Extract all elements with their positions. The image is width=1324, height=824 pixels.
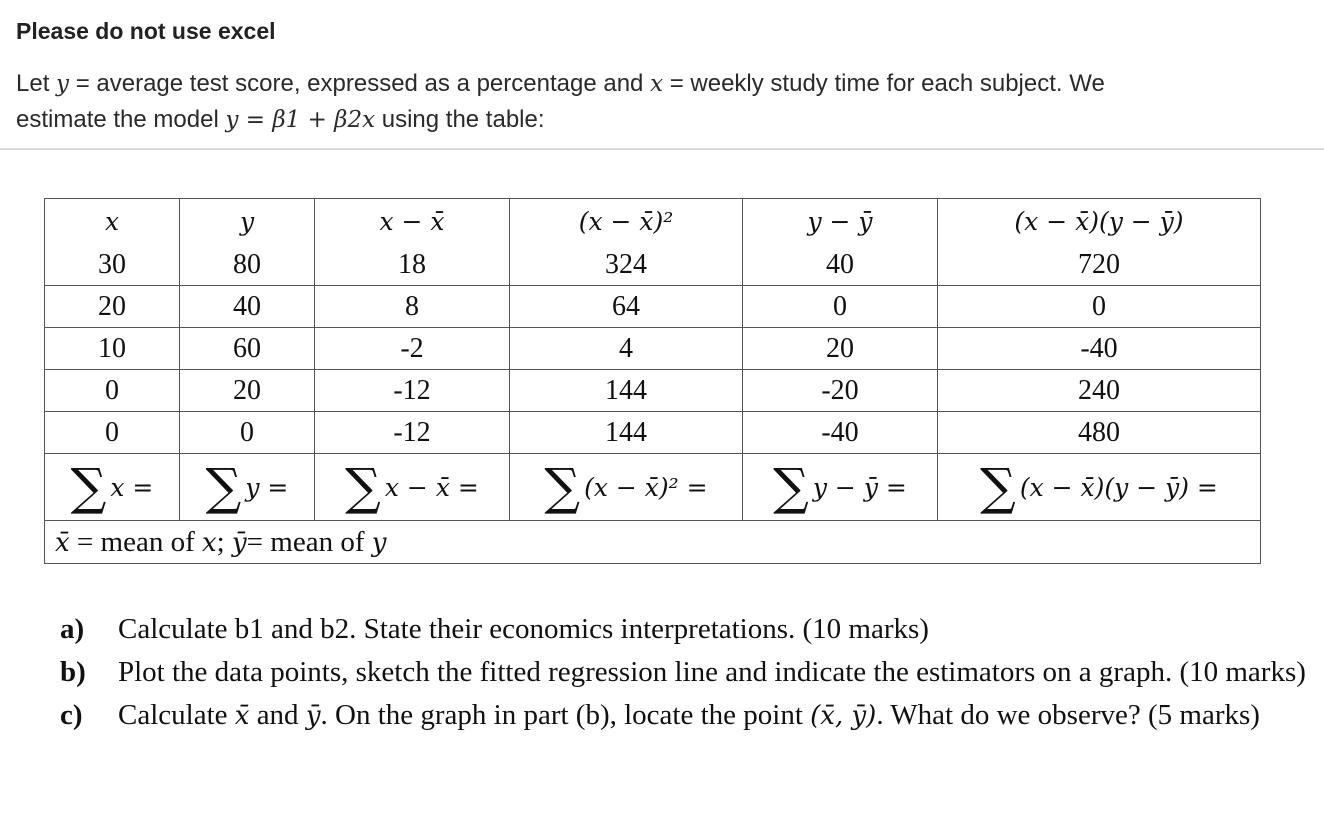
question-list [60, 608, 1310, 738]
table-cell: 10 [45, 328, 180, 370]
sigma-symbol: ∑ [205, 458, 242, 516]
data-table [44, 198, 1261, 564]
sigma-symbol: ∑ [544, 458, 581, 516]
table-row [45, 328, 1261, 370]
table-cell: 720 [938, 244, 1261, 286]
table-cell: 324 [510, 244, 743, 286]
header-cell: x − x̄ [315, 199, 510, 245]
header-cell: (x − x̄)² [510, 199, 743, 245]
question-text: Plot the data points, sketch the fitted regression line and indicate the estimators on a graph. (10 marks) [118, 656, 1306, 688]
question-text: Calculate b1 and b2. State their economics interpretations. (10 marks) [118, 613, 929, 645]
table-cell: 64 [510, 286, 743, 328]
page-heading: Please do not use excel [16, 18, 276, 44]
sigma-symbol: ∑ [773, 458, 809, 516]
table-header-row [45, 199, 1261, 245]
table-cell: 30 [45, 244, 180, 286]
header-cell: y − ȳ [743, 199, 938, 245]
question-label: a) [60, 613, 85, 645]
table-cell: -2 [315, 328, 510, 370]
table-cell: -12 [315, 412, 510, 454]
table-cell: 40 [180, 286, 315, 328]
table-row [45, 412, 1261, 454]
table-row [45, 286, 1261, 328]
table-cell: 8 [315, 286, 510, 328]
sigma-symbol: ∑ [980, 458, 1016, 516]
table-cell: -12 [315, 370, 510, 412]
question-label: c) [60, 699, 83, 731]
header-cell: x [45, 199, 180, 245]
sum-cell: ∑ y − ȳ = [743, 454, 938, 521]
sum-cell: ∑ (x − x̄)(y − ȳ) = [938, 454, 1261, 521]
table-row [45, 370, 1261, 412]
table-cell: 20 [45, 286, 180, 328]
table-cell: 0 [743, 286, 938, 328]
table-cell: 20 [180, 370, 315, 412]
sum-row [45, 454, 1261, 521]
divider [0, 148, 1324, 150]
sigma-symbol: ∑ [70, 458, 107, 516]
sum-cell: ∑ x = [45, 454, 180, 521]
header-cell: y [180, 199, 315, 245]
table-cell: 0 [45, 370, 180, 412]
table-cell: 18 [315, 244, 510, 286]
sum-cell: ∑ (x − x̄)² = [510, 454, 743, 521]
table-cell: -20 [743, 370, 938, 412]
table-cell: 40 [743, 244, 938, 286]
table-cell: 60 [180, 328, 315, 370]
model-equation: y = β1 + β2x [225, 107, 376, 133]
table-cell: 144 [510, 370, 743, 412]
footnote-cell: x̄ = mean of x; ȳ= mean of y [45, 521, 1261, 564]
sigma-symbol: ∑ [345, 458, 381, 516]
question-text: Calculate x̄ and ȳ. On the graph in part (b), locate the point (x̄, ȳ). What do we observe? (5 marks) [118, 699, 1260, 731]
table-cell: 4 [510, 328, 743, 370]
table-cell: 0 [938, 286, 1261, 328]
table-cell: 240 [938, 370, 1261, 412]
table-cell: 0 [180, 412, 315, 454]
table-row [45, 244, 1261, 286]
header-cell: (x − x̄)(y − ȳ) [938, 199, 1261, 245]
intro-paragraph: Let y = average test score, expressed as a percentage and x = weekly study time for each subject. We estimate the model y = β1 + β2x using the table: [16, 70, 1105, 133]
question-label: b) [60, 656, 86, 688]
sum-cell: ∑ x − x̄ = [315, 454, 510, 521]
table-cell: 20 [743, 328, 938, 370]
table-cell: 480 [938, 412, 1261, 454]
table-cell: -40 [938, 328, 1261, 370]
table-cell: -40 [743, 412, 938, 454]
question-b [60, 651, 1310, 694]
table-cell: 0 [45, 412, 180, 454]
question-a [60, 608, 1310, 651]
sum-cell: ∑ y = [180, 454, 315, 521]
table-cell: 144 [510, 412, 743, 454]
table-cell: 80 [180, 244, 315, 286]
footnote-row [45, 521, 1261, 564]
question-c [60, 694, 1310, 738]
